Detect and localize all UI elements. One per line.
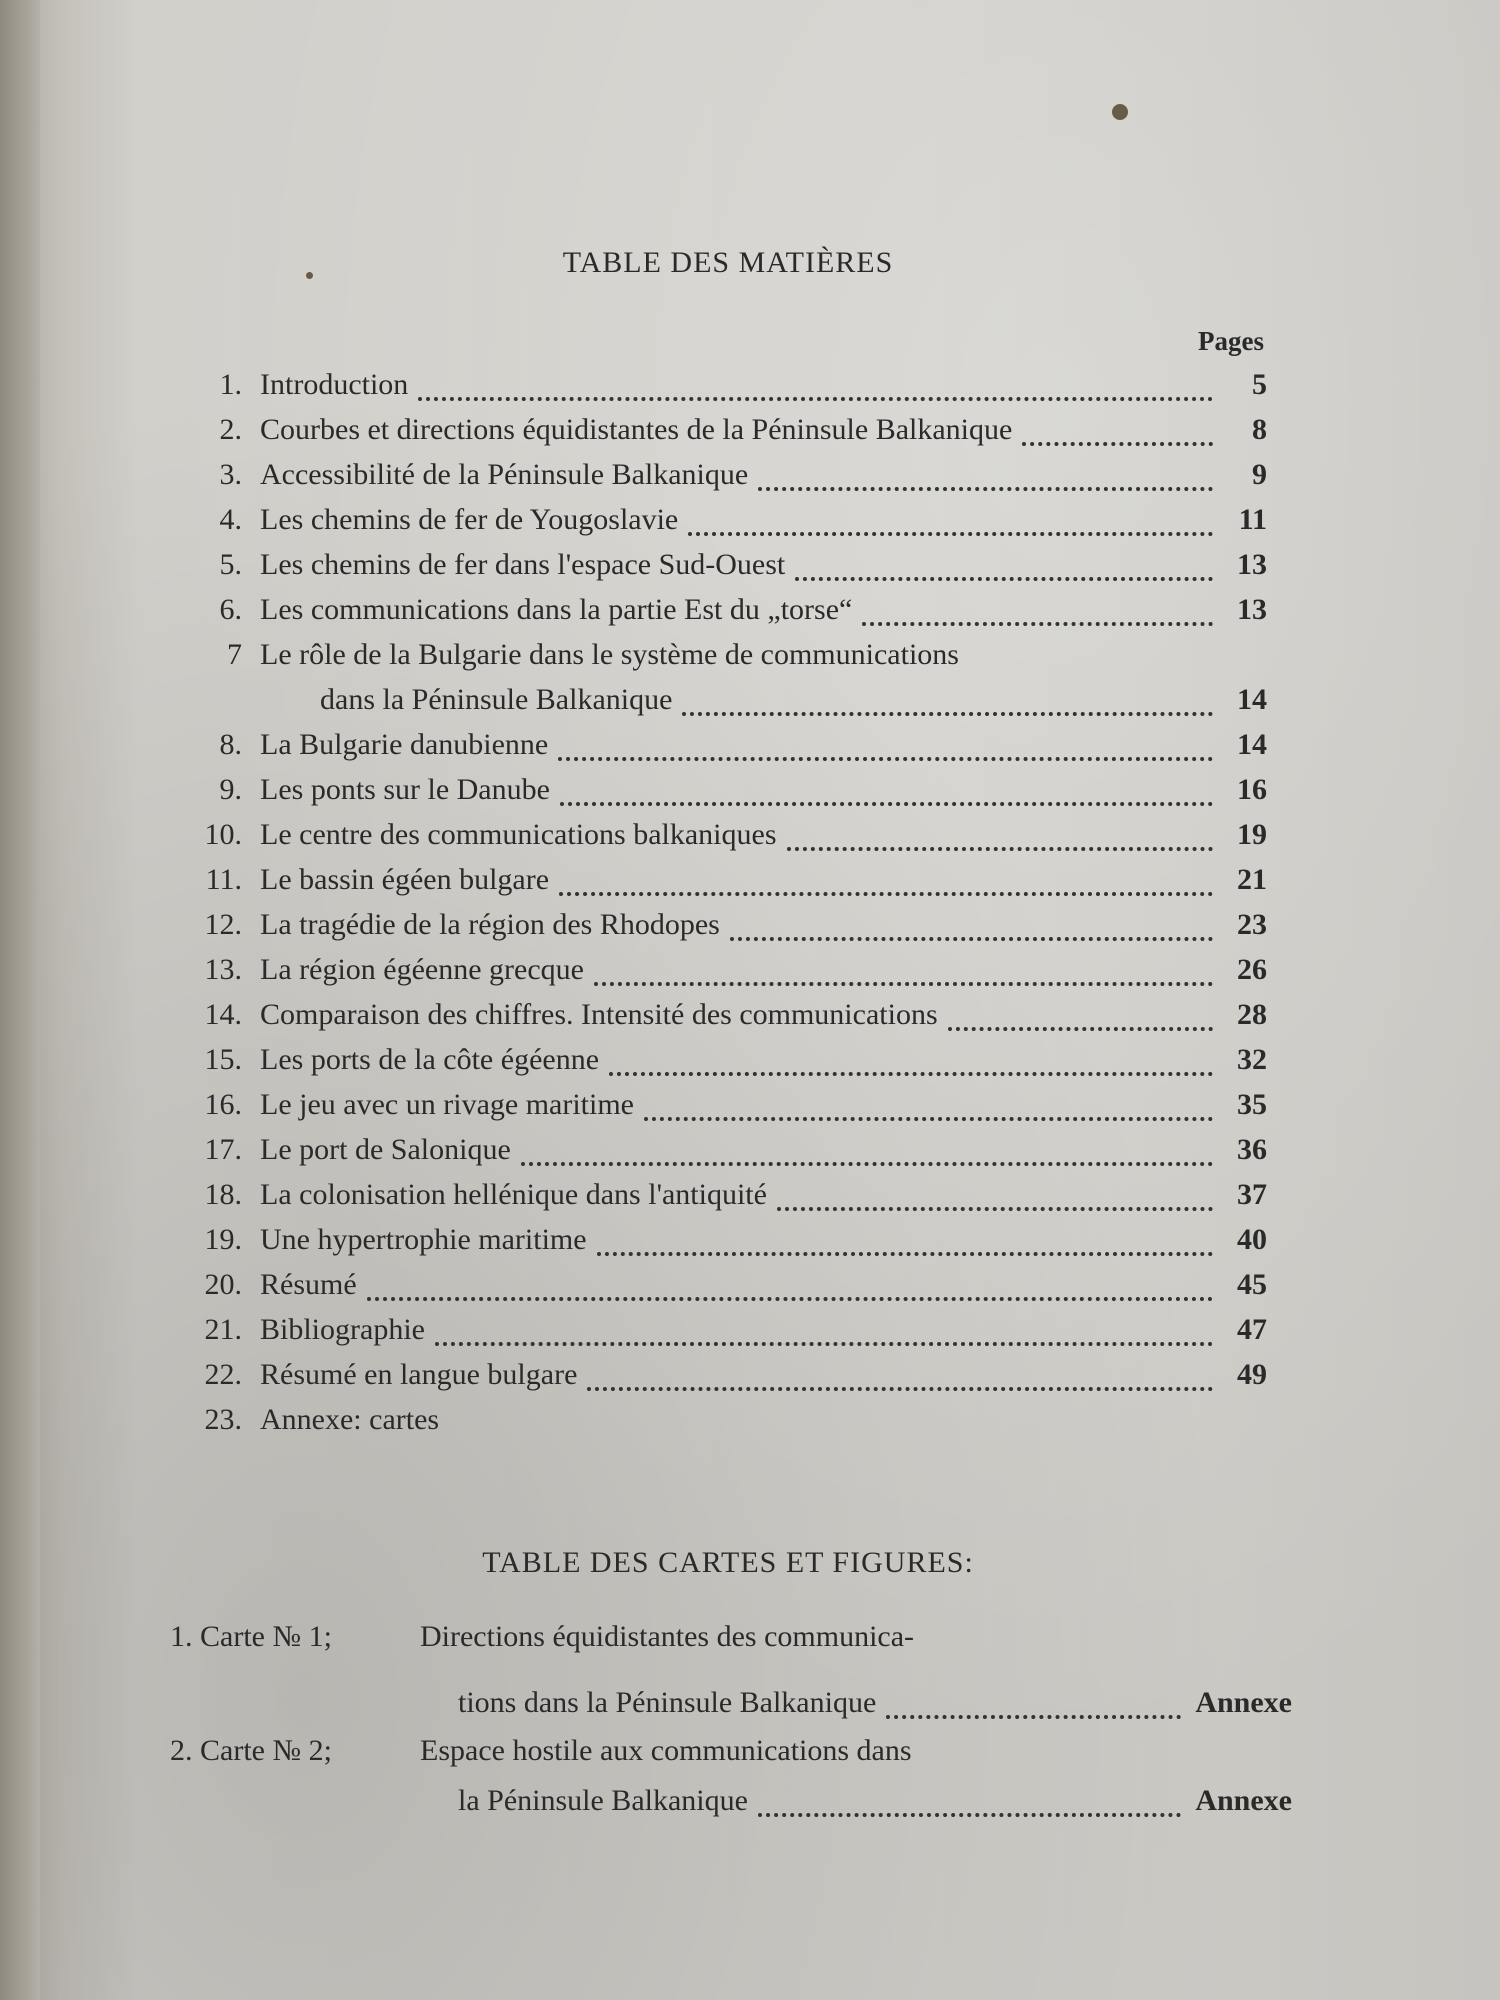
entry-number: 3. — [219, 458, 242, 491]
entry-number: 15. — [204, 1043, 242, 1076]
entry-title: Le rôle de la Bulgarie dans le système de communications — [260, 638, 959, 671]
map-entry — [170, 1784, 1292, 1828]
entry-title: Accessibilité de la Péninsule Balkanique — [260, 458, 749, 491]
toc-entry — [160, 593, 1267, 637]
entry-title: Comparaison des chiffres. Intensité des communications — [260, 998, 938, 1031]
entry-page: 40 — [1237, 1223, 1267, 1256]
toc-entry — [160, 413, 1267, 457]
entry-title: Une hypertrophie maritime — [260, 1223, 587, 1256]
toc-entry — [160, 1088, 1267, 1132]
dot-leader — [560, 801, 1213, 806]
dot-leader — [787, 846, 1214, 851]
entry-page: 9 — [1252, 458, 1267, 491]
entry-title: La colonisation hellénique dans l'antiquité — [260, 1178, 767, 1211]
entry-page: 13 — [1237, 548, 1267, 581]
entry-page: 14 — [1237, 728, 1267, 761]
map-title: la Péninsule Balkanique — [458, 1784, 748, 1817]
map-title: Directions équidistantes des communica- — [420, 1620, 915, 1653]
paper-stain — [1112, 104, 1128, 120]
entry-page: 47 — [1237, 1313, 1267, 1346]
entry-page: 23 — [1237, 908, 1267, 941]
toc-entry — [160, 1403, 1267, 1447]
entry-number: 2. — [219, 413, 242, 446]
entry-title: Bibliographie — [260, 1313, 425, 1346]
map-entry — [170, 1734, 1292, 1778]
entry-page: 11 — [1238, 503, 1267, 536]
entry-number: 21. — [204, 1313, 242, 1346]
toc-entry — [160, 503, 1267, 547]
entry-number: 7 — [227, 638, 242, 671]
entry-number: 22. — [204, 1358, 242, 1391]
entry-number: 13. — [204, 953, 242, 986]
toc-entry — [160, 638, 1267, 682]
dot-leader — [730, 936, 1213, 941]
toc-entry — [160, 1178, 1267, 1222]
dot-leader — [886, 1714, 1181, 1719]
entry-title: Annexe: cartes — [260, 1403, 440, 1436]
entry-title: Les chemins de fer dans l'espace Sud-Ouest — [260, 548, 786, 581]
map-entry — [170, 1620, 1292, 1664]
dot-leader — [644, 1116, 1213, 1121]
entry-title: Courbes et directions équidistantes de la Péninsule Balkanique — [260, 413, 1013, 446]
entry-title: La tragédie de la région des Rhodopes — [260, 908, 720, 941]
entry-title: Introduction — [260, 368, 409, 401]
entry-number: 16. — [204, 1088, 242, 1121]
entry-title: Les ponts sur le Danube — [260, 773, 550, 806]
dot-leader — [688, 531, 1213, 536]
entry-page: 37 — [1237, 1178, 1267, 1211]
entry-number: 17. — [204, 1133, 242, 1166]
entry-page: 8 — [1252, 413, 1267, 446]
toc-entry — [160, 1268, 1267, 1312]
entry-page: 19 — [1237, 818, 1267, 851]
dot-leader — [418, 396, 1213, 401]
toc-entry — [160, 953, 1267, 997]
toc-entry — [160, 863, 1267, 907]
entry-page: 16 — [1237, 773, 1267, 806]
entry-number: 8. — [219, 728, 242, 761]
entry-page: 35 — [1237, 1088, 1267, 1121]
entry-title: La région égéenne grecque — [260, 953, 584, 986]
toc-entry — [160, 728, 1267, 772]
toc-entry — [160, 1313, 1267, 1357]
map-entry — [170, 1686, 1292, 1730]
entry-title: Le centre des communications balkaniques — [260, 818, 777, 851]
toc-entry — [160, 1043, 1267, 1087]
map-number: 2. Carte № 2; — [170, 1734, 332, 1767]
entry-title: Le jeu avec un rivage maritime — [260, 1088, 634, 1121]
maps-title: TABLE DES CARTES ET FIGURES: — [482, 1546, 974, 1579]
dot-leader — [682, 711, 1213, 716]
entry-number: 5. — [219, 548, 242, 581]
dot-leader — [862, 621, 1213, 626]
toc-entry — [160, 1223, 1267, 1267]
entry-title: dans la Péninsule Balkanique — [320, 683, 673, 716]
page-binding-edge — [0, 0, 40, 2000]
entry-page: 26 — [1237, 953, 1267, 986]
dot-leader — [435, 1341, 1213, 1346]
toc-entry — [160, 818, 1267, 862]
entry-title: Le port de Salonique — [260, 1133, 511, 1166]
toc-entry — [160, 548, 1267, 592]
dot-leader — [594, 981, 1213, 986]
entry-number: 9. — [219, 773, 242, 806]
entry-page: 13 — [1237, 593, 1267, 626]
toc-entry — [160, 1358, 1267, 1402]
toc-title: TABLE DES MATIÈRES — [562, 246, 894, 279]
entry-page: 32 — [1237, 1043, 1267, 1076]
dot-leader — [367, 1296, 1213, 1301]
entry-title: Résumé en langue bulgare — [260, 1358, 578, 1391]
entry-number: 1. — [219, 368, 242, 401]
dot-leader — [758, 486, 1213, 491]
dot-leader — [558, 756, 1213, 761]
entry-number: 20. — [204, 1268, 242, 1301]
dot-leader — [587, 1386, 1213, 1391]
entry-title: Les ports de la côte égéenne — [260, 1043, 600, 1076]
dot-leader — [948, 1026, 1213, 1031]
entry-number: 10. — [204, 818, 242, 851]
entry-title: La Bulgarie danubienne — [260, 728, 549, 761]
toc-entry — [160, 1133, 1267, 1177]
entry-title: Le bassin égéen bulgare — [260, 863, 550, 896]
entry-page: 14 — [1237, 683, 1267, 716]
dot-leader — [777, 1206, 1213, 1211]
toc-entry — [160, 458, 1267, 502]
toc-entry — [160, 908, 1267, 952]
dot-leader — [1022, 441, 1213, 446]
dot-leader — [795, 576, 1213, 581]
map-page: Annexe — [1195, 1784, 1292, 1817]
dot-leader — [559, 891, 1213, 896]
entry-title: Les chemins de fer de Yougoslavie — [260, 503, 679, 536]
entry-page: 45 — [1237, 1268, 1267, 1301]
entry-number: 19. — [204, 1223, 242, 1256]
entry-number: 14. — [204, 998, 242, 1031]
toc-entry — [160, 368, 1267, 412]
entry-number: 4. — [219, 503, 242, 536]
entry-number: 23. — [204, 1403, 242, 1436]
entry-page: 36 — [1237, 1133, 1267, 1166]
toc-entry — [160, 998, 1267, 1042]
toc-entry — [160, 683, 1267, 727]
pages-column-label: Pages — [1198, 326, 1264, 356]
entry-number: 6. — [219, 593, 242, 626]
entry-number: 12. — [204, 908, 242, 941]
dot-leader — [521, 1161, 1213, 1166]
entry-page: 49 — [1237, 1358, 1267, 1391]
toc-entry — [160, 773, 1267, 817]
map-page: Annexe — [1195, 1686, 1292, 1719]
entry-page: 28 — [1237, 998, 1267, 1031]
entry-page: 5 — [1252, 368, 1267, 401]
map-title: tions dans la Péninsule Balkanique — [458, 1686, 877, 1719]
entry-title: Les communications dans la partie Est du „torse“ — [260, 593, 853, 626]
entry-title: Résumé — [260, 1268, 357, 1301]
dot-leader — [609, 1071, 1213, 1076]
map-title: Espace hostile aux communications dans — [420, 1734, 912, 1767]
entry-page: 21 — [1237, 863, 1267, 896]
map-number: 1. Carte № 1; — [170, 1620, 332, 1653]
dot-leader — [758, 1812, 1181, 1817]
entry-number: 11. — [205, 863, 242, 896]
dot-leader — [597, 1251, 1213, 1256]
entry-number: 18. — [204, 1178, 242, 1211]
